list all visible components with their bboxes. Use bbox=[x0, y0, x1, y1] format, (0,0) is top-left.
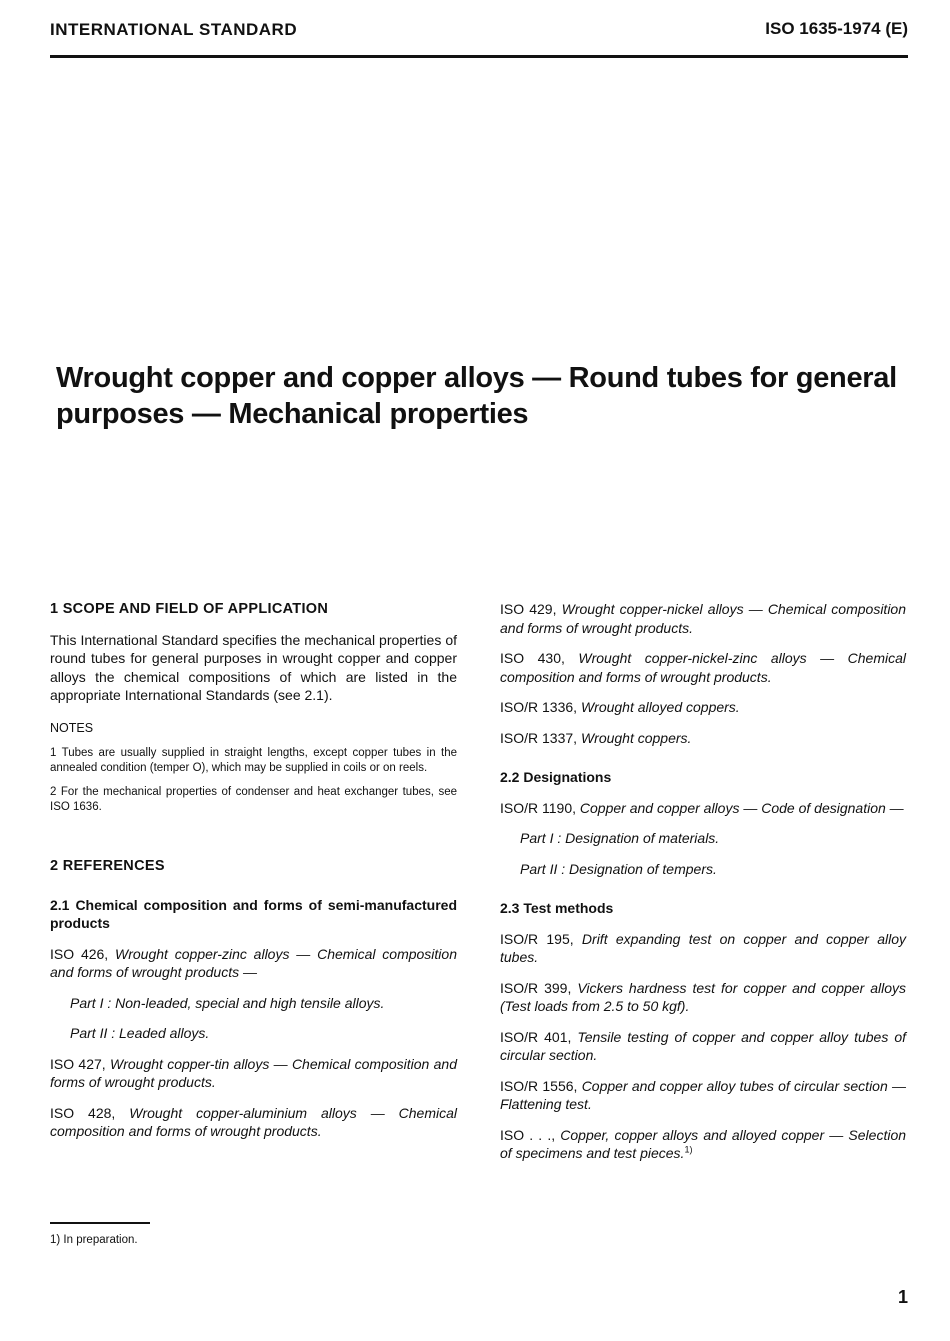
reference-item: ISO/R 1337, Wrought coppers. bbox=[500, 729, 692, 746]
designation-part: Part I : Designation of materials. bbox=[520, 830, 720, 846]
section-1-heading: 1 SCOPE AND FIELD OF APPLICATION bbox=[50, 601, 329, 617]
footnote: 1) In preparation. bbox=[50, 1234, 138, 1246]
reference-item: ISO 426, Wrought copper-zinc alloys — Chemical composition and forms of wrought products — bbox=[50, 945, 457, 980]
reference-item: ISO/R 1336, Wrought alloyed coppers. bbox=[500, 699, 740, 715]
document-title: Wrought copper and copper alloys — Round tubes for general purposes — Mechanical properties bbox=[56, 362, 897, 430]
test-method-item: ISO . . ., Copper, copper alloys and alloyed copper — Selection of specimens and test pieces.$^{1)}$ bbox=[500, 1126, 907, 1161]
header-standard-number: ISO 1635-1974 (E) bbox=[765, 19, 908, 38]
reference-item: ISO 427, Wrought copper-tin alloys — Chemical composition and forms of wrought products. bbox=[50, 1055, 457, 1090]
header-rule bbox=[50, 55, 908, 58]
reference-item: ISO 429, Wrought copper-nickel alloys — Chemical composition and forms of wrought products. bbox=[500, 601, 907, 636]
notes-label: NOTES bbox=[50, 720, 94, 735]
footnote-marker: 1) bbox=[684, 1144, 693, 1155]
reference-part: Part I : Non-leaded, special and high tensile alloys. bbox=[70, 994, 385, 1011]
note-2: 2 For the mechanical properties of condenser and heat exchanger tubes, see ISO 1636. bbox=[50, 786, 457, 813]
subsection-2-2-heading: 2.2 Designations bbox=[500, 769, 612, 785]
test-method-item: ISO/R 195, Drift expanding test on copper and copper alloy tubes. bbox=[500, 930, 907, 965]
designation-part: Part II : Designation of tempers. bbox=[520, 860, 717, 877]
test-method-item: ISO/R 1556, Copper and copper alloy tubes of circular section — Flattening test. bbox=[500, 1077, 907, 1112]
reference-part: Part II : Leaded alloys. bbox=[70, 1025, 210, 1041]
right-column bbox=[500, 600, 906, 1163]
test-method-item: ISO/R 399, Vickers hardness test for copper and copper alloys (Test loads from 2.5 to 50 kgf). bbox=[500, 979, 906, 1014]
reference-item: ISO 430, Wrought copper-nickel-zinc alloys — Chemical composition and forms of wrought products. bbox=[500, 650, 906, 685]
page-number: 1 bbox=[897, 1287, 908, 1307]
reference-item: ISO 428, Wrought copper-aluminium alloys — Chemical composition and forms of wrought products. bbox=[50, 1104, 457, 1139]
test-method-item: ISO/R 401, Tensile testing of copper and copper alloy tubes of circular section. bbox=[500, 1028, 907, 1063]
subsection-2-1-heading: 2.1 Chemical composition and forms of semi-manufactured products bbox=[50, 896, 457, 931]
note-1: 1 Tubes are usually supplied in straight lengths, except copper tubes in the annealed condition (temper O), which may be supplied in coils or on reels. bbox=[50, 747, 457, 774]
footnote-rule bbox=[50, 1222, 150, 1224]
section-1-body: This International Standard specifies the mechanical properties of round tubes for general purposes in wrought copper and copper alloys the chemical compositions of which are listed in the appropriate International Standards (see 2.1). bbox=[50, 631, 457, 703]
subsection-2-3-heading: 2.3 Test methods bbox=[500, 900, 614, 916]
left-column bbox=[50, 600, 457, 1141]
section-2-heading: 2 REFERENCES bbox=[50, 858, 165, 874]
header-standard-type: INTERNATIONAL STANDARD bbox=[50, 20, 298, 39]
designation-item: ISO/R 1190, Copper and copper alloys — Code of designation — bbox=[500, 799, 904, 816]
